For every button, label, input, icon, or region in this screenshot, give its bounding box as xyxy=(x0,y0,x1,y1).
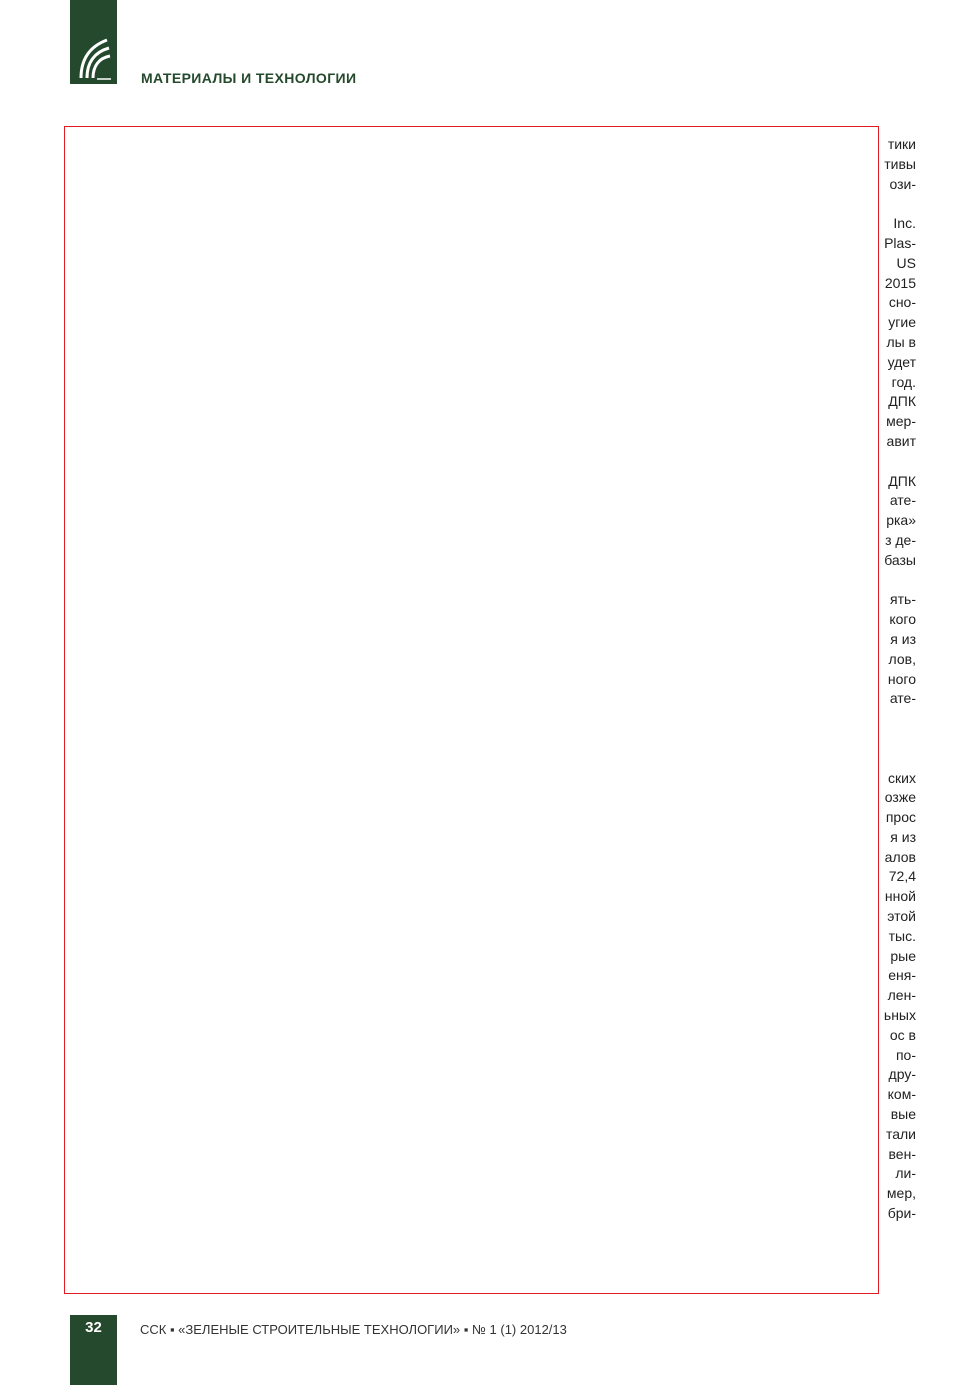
right-column-fragments xyxy=(876,135,916,1224)
text-fragment: ос в xyxy=(889,1026,916,1043)
text-fragment: лы в xyxy=(886,333,916,350)
text-fragment: тали xyxy=(885,1125,916,1142)
text-fragment: бри- xyxy=(887,1205,916,1222)
text-fragment xyxy=(876,709,916,729)
page-number-block xyxy=(70,1315,117,1385)
text-fragment: 2015 xyxy=(884,274,916,291)
text-fragment: ате- xyxy=(889,492,916,509)
text-fragment: удет xyxy=(887,353,916,370)
text-fragment: тивы xyxy=(884,155,916,172)
text-fragment: дру- xyxy=(888,1066,916,1083)
text-fragment: US xyxy=(896,254,916,271)
text-fragment: алов xyxy=(884,848,916,865)
text-fragment: озже xyxy=(884,789,916,806)
text-fragment: з де- xyxy=(885,531,916,548)
text-fragment: кого xyxy=(889,611,916,628)
text-fragment: Inc. xyxy=(893,215,916,232)
text-fragment: авит xyxy=(886,432,916,449)
page-number: 32 xyxy=(85,1319,102,1336)
text-fragment: Plas- xyxy=(884,234,916,251)
footer-journal-info: ССК ▪ «ЗЕЛЕНЫЕ СТРОИТЕЛЬНЫЕ ТЕХНОЛОГИИ» ▪ № 1 (1) 2012/13 xyxy=(140,1322,567,1337)
text-fragment: ДПК xyxy=(888,393,916,410)
text-fragment: мер, xyxy=(886,1185,916,1202)
text-fragment: вен- xyxy=(888,1145,916,1162)
text-fragment: лов, xyxy=(888,650,916,667)
leaf-stripes-logo-icon xyxy=(77,36,111,80)
logo xyxy=(70,0,117,84)
text-fragment: я из xyxy=(890,828,916,845)
text-fragment: ате- xyxy=(889,690,916,707)
text-fragment xyxy=(876,749,916,769)
text-fragment: по- xyxy=(895,1046,916,1063)
text-fragment: рка» xyxy=(886,512,916,529)
content-frame xyxy=(64,126,879,1294)
text-fragment: нной xyxy=(884,888,916,905)
text-fragment: ьных xyxy=(883,1007,916,1024)
text-fragment: прос xyxy=(885,809,916,826)
text-fragment: 72,4 xyxy=(888,868,916,885)
text-fragment: вые xyxy=(890,1106,916,1123)
text-fragment: лен- xyxy=(887,987,916,1004)
text-fragment xyxy=(876,194,916,214)
text-fragment: ДПК xyxy=(888,472,916,489)
text-fragment: ских xyxy=(888,769,916,786)
text-fragment: мер- xyxy=(886,413,916,430)
text-fragment: угие xyxy=(888,314,916,331)
text-fragment: ли- xyxy=(895,1165,916,1182)
text-fragment: я из xyxy=(890,630,916,647)
text-fragment: сно- xyxy=(888,294,916,311)
text-fragment: ного xyxy=(887,670,916,687)
text-fragment: базы xyxy=(884,551,916,568)
text-fragment xyxy=(876,571,916,591)
text-fragment: тыс. xyxy=(888,927,916,944)
section-title: МАТЕРИАЛЫ И ТЕХНОЛОГИИ xyxy=(141,70,357,86)
text-fragment: ять- xyxy=(890,591,916,608)
text-fragment xyxy=(876,729,916,749)
text-fragment: этой xyxy=(887,908,916,925)
text-fragment: ком- xyxy=(887,1086,916,1103)
text-fragment xyxy=(876,452,916,472)
text-fragment: ози- xyxy=(889,175,916,192)
text-fragment: еня- xyxy=(888,967,916,984)
text-fragment: рые xyxy=(890,947,916,964)
text-fragment: год. xyxy=(891,373,916,390)
text-fragment: тики xyxy=(887,136,916,152)
